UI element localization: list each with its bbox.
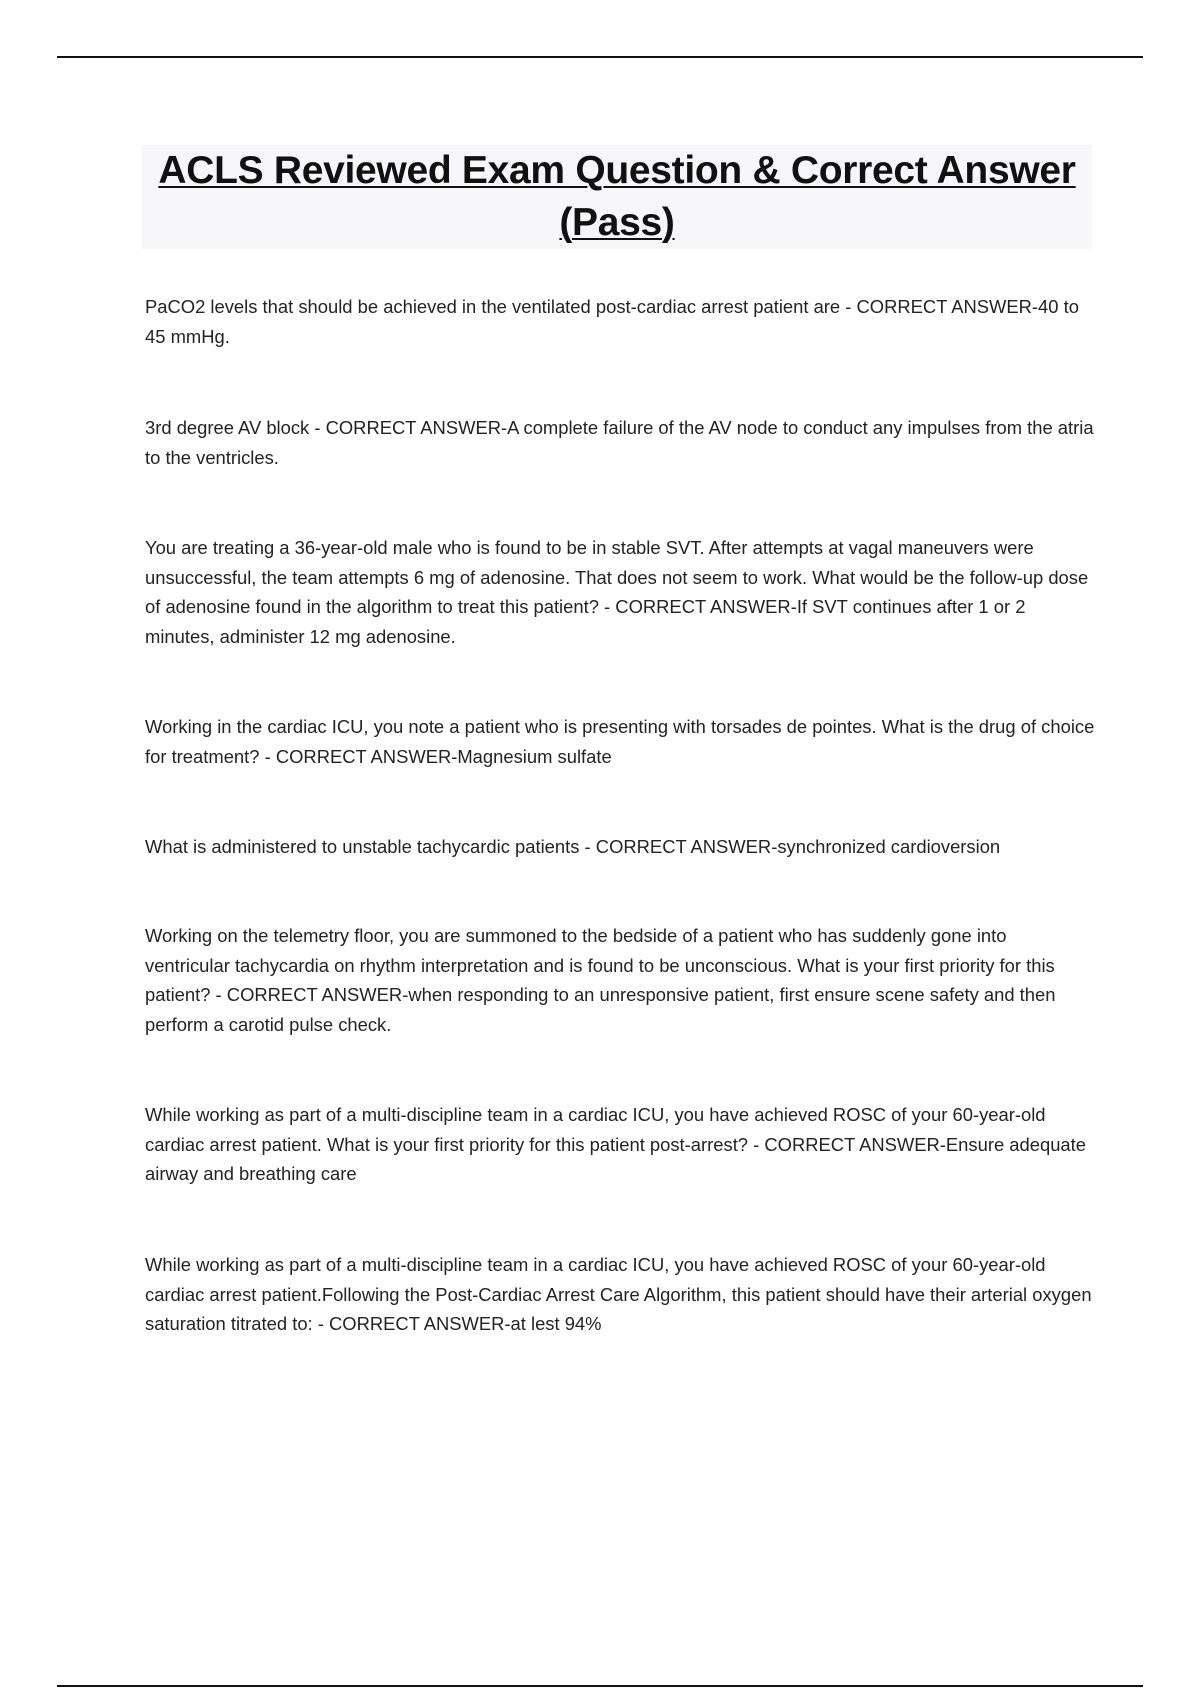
qa-item-av-block: 3rd degree AV block - CORRECT ANSWER-A complete failure of the AV node to conduct any impulses from the atria to the ventricles.: [145, 417, 1094, 468]
top-divider: [57, 56, 1143, 58]
bottom-divider: [57, 1685, 1143, 1687]
qa-item-torsades: Working in the cardiac ICU, you note a patient who is presenting with torsades de pointes. What is the drug of choice for treatment? - CORRECT ANSWER-Magnesium sulfate: [145, 716, 1095, 767]
document-title: ACLS Reviewed Exam Question & Correct Answer (Pass): [158, 149, 1076, 244]
title-banner: [142, 145, 1092, 249]
qa-item-unstable-tachycardia: What is administered to unstable tachycardic patients - CORRECT ANSWER-synchronized cardioversion: [145, 836, 1001, 857]
qa-item-paco2: PaCO2 levels that should be achieved in the ventilated post-cardiac arrest patient are - CORRECT ANSWER-40 to 45 mmHg.: [145, 296, 1079, 347]
qa-item-svt-adenosine: You are treating a 36-year-old male who is found to be in stable SVT. After attempts at vagal maneuvers were unsuccessful, the team attempts 6 mg of adenosine. That does not seem to work. What would be the follow-up dose of adenosine found in the algorithm to treat this patient? - CORRECT ANSWER-If SVT continues after 1 or 2 minutes, administer 12 mg adenosine.: [145, 537, 1089, 647]
qa-item-rosc-priority: While working as part of a multi-discipline team in a cardiac ICU, you have achieved ROSC of your 60-year-old cardiac arrest patient. What is your first priority for this patient post-arrest? - CORRECT ANSWER-Ensure adequate airway and breathing care: [145, 1104, 1086, 1184]
qa-item-vtach-priority: Working on the telemetry floor, you are summoned to the bedside of a patient who has suddenly gone into ventricular tachycardia on rhythm interpretation and is found to be unconscious. What is your first priority for this patient? - CORRECT ANSWER-when responding to an unresponsive patient, first ensure scene safety and then perform a carotid pulse check.: [145, 925, 1056, 1035]
qa-item-rosc-oxygen: While working as part of a multi-discipline team in a cardiac ICU, you have achieved ROSC of your 60-year-old cardiac arrest patient.Following the Post-Cardiac Arrest Care Algorithm, this patient should have their arterial oxygen saturation titrated to: - CORRECT ANSWER-at lest 94%: [145, 1254, 1092, 1334]
